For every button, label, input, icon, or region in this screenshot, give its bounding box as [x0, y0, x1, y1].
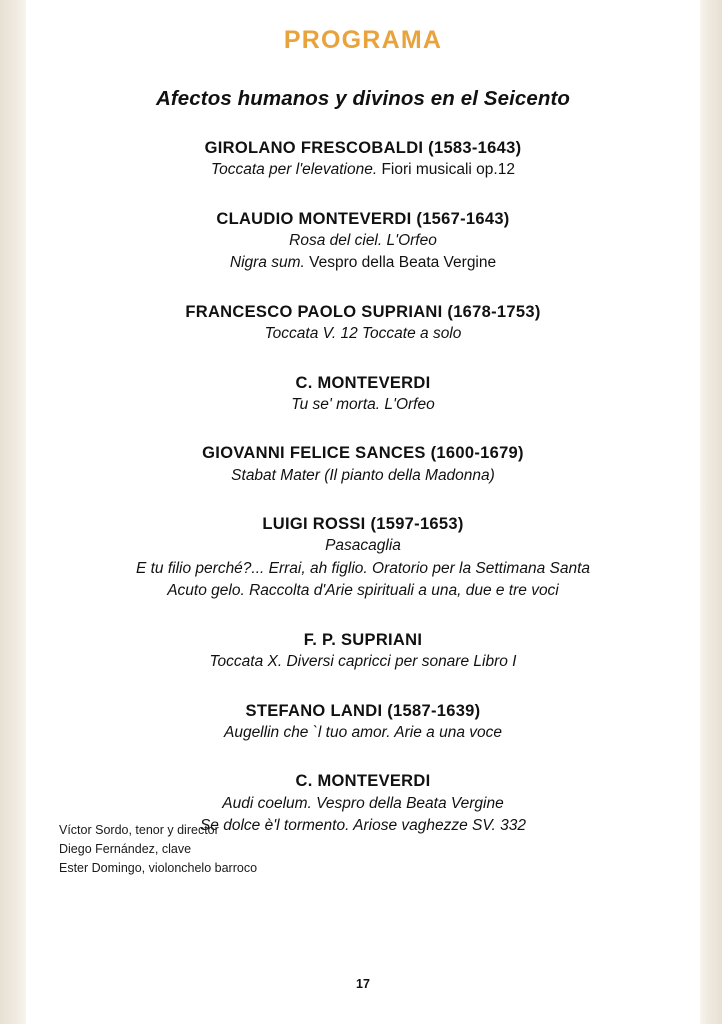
work-title-italic: Acuto gelo. Raccolta d'Arie spirituali a una, due e tre voci — [167, 582, 559, 600]
program-entry — [26, 208, 700, 275]
work-title — [26, 230, 700, 252]
work-title-italic: Pasacaglia — [325, 537, 401, 555]
work-title — [26, 465, 700, 487]
composer-name: CLAUDIO MONTEVERDI (1567-1643) — [216, 209, 510, 228]
program-entry — [26, 629, 700, 674]
program-entry — [26, 442, 700, 487]
work-title — [26, 535, 700, 557]
performer-line: Ester Domingo, violonchelo barroco — [59, 860, 258, 875]
work-title-italic: Nigra sum. — [229, 254, 305, 272]
work-title-italic: Rosa del ciel. L'Orfeo — [289, 232, 437, 249]
work-source: Vespro della Beata Vergine — [304, 254, 497, 272]
work-title-italic: Toccata V. 12 Toccate a solo — [264, 325, 462, 343]
program-entry — [26, 513, 700, 603]
performer-line: Diego Fernández, clave — [59, 841, 192, 856]
page-number: 17 — [356, 977, 370, 991]
work-title-italic: E tu filio perché?... Errai, ah figlio. Oratorio per la Settimana Santa — [135, 559, 591, 577]
composer-name: FRANCESCO PAOLO SUPRIANI (1678-1753) — [185, 302, 541, 321]
composer-name: F. P. SUPRIANI — [303, 630, 423, 649]
work-title-italic: Audi coelum. Vespro della Beata Vergine — [222, 794, 504, 812]
program-entry — [26, 137, 700, 182]
work-title — [26, 394, 700, 416]
work-title — [26, 651, 700, 673]
program-content — [26, 0, 700, 837]
work-title-italic: Toccata per l'elevatione. — [211, 161, 378, 179]
work-title — [26, 252, 700, 274]
work-title — [26, 159, 700, 181]
work-title-italic: Tu se' morta. L'Orfeo — [291, 395, 435, 413]
composer-name: C. MONTEVERDI — [295, 772, 431, 791]
program-entry — [26, 301, 700, 346]
work-title — [26, 793, 700, 815]
program-list — [26, 137, 700, 837]
page-title: PROGRAMA — [283, 26, 443, 54]
composer-name: LUIGI ROSSI (1597-1653) — [262, 515, 464, 534]
program-entry — [26, 700, 700, 745]
work-title — [26, 580, 700, 602]
work-source: Fiori musicali op.12 — [377, 161, 515, 179]
page-right-edge-texture — [700, 0, 722, 1024]
composer-name: GIROLANO FRESCOBALDI (1583-1643) — [204, 139, 522, 157]
work-title — [26, 558, 700, 580]
composer-name: C. MONTEVERDI — [295, 373, 431, 392]
performers-list — [59, 821, 257, 877]
work-title-italic: Se dolce è'l tormento. Ariose vaghezze SV. 332 — [199, 817, 527, 835]
program-page — [26, 0, 700, 1024]
work-title-italic: Stabat Mater (Il pianto della Madonna) — [231, 466, 495, 484]
work-title — [26, 323, 700, 345]
program-entry — [26, 372, 700, 417]
work-title — [26, 722, 700, 744]
program-subtitle: Afectos humanos y divinos en el Seicento — [155, 87, 571, 110]
work-title-italic: Augellin che `l tuo amor. Arie a una voce — [223, 723, 502, 741]
composer-name: STEFANO LANDI (1587-1639) — [245, 701, 481, 720]
performer-line: Víctor Sordo, tenor y director — [59, 823, 219, 837]
page-left-edge-texture — [0, 0, 26, 1024]
composer-name: GIOVANNI FELICE SANCES (1600-1679) — [202, 444, 524, 463]
work-title-italic: Toccata X. Diversi capricci per sonare Libro I — [209, 653, 517, 671]
